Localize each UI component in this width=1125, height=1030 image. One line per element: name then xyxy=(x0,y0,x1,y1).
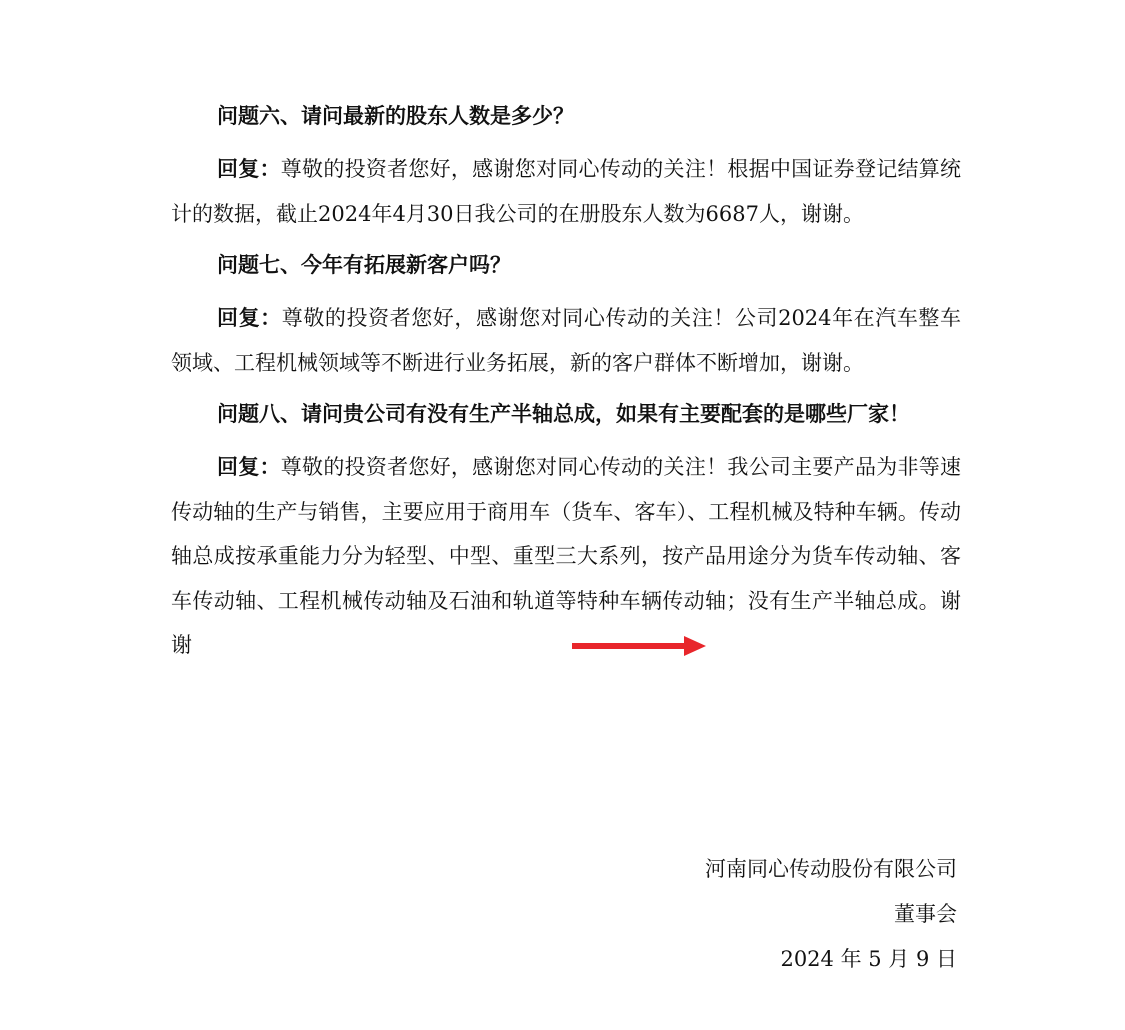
right-arrow-icon xyxy=(572,636,708,656)
company-name: 河南同心传动股份有限公司 xyxy=(705,857,957,881)
question-7: 问题七、今年有拓展新客户吗？ xyxy=(217,252,511,277)
qa-section xyxy=(171,94,961,675)
question-8: 问题八、请问贵公司有没有生产半轴总成，如果有主要配套的是哪些厂家！ xyxy=(217,401,910,426)
question-6: 问题六、请问最新的股东人数是多少？ xyxy=(217,103,574,128)
answer-label: 回复： xyxy=(217,305,282,330)
board-of-directors: 董事会 xyxy=(894,902,957,926)
answer-label: 回复： xyxy=(217,454,281,479)
answer-text: 尊敬的投资者您好，感谢您对同心传动的关注！根据中国证券登记结算统计的数据，截止2024年4月30日我公司的在册股东人数为6687人，谢谢。 xyxy=(171,157,961,226)
answer-text: 尊敬的投资者您好，感谢您对同心传动的关注！公司2024年在汽车整车领域、工程机械领域等不断进行业务拓展，新的客户群体不断增加，谢谢。 xyxy=(171,306,961,375)
answer-8 xyxy=(171,445,961,668)
signature-block xyxy=(705,847,957,982)
answer-text: 尊敬的投资者您好，感谢您对同心传动的关注！我公司主要产品为非等速传动轴的生产与销售，主要应用于商用车（货车、客车）、工程机械及特种车辆。传动轴总成按承重能力分为轻型、中型、重型三大系列，按产品用途分为货车传动轴、客车传动轴、工程机械传动轴及石油和轨道等特种车辆传动轴；没有生产半轴总成。谢谢 xyxy=(171,455,961,657)
signature-date: 2024 年 5 月 9 日 xyxy=(780,947,957,971)
answer-7 xyxy=(171,296,961,385)
answer-label: 回复： xyxy=(217,156,281,181)
answer-6 xyxy=(171,147,961,236)
